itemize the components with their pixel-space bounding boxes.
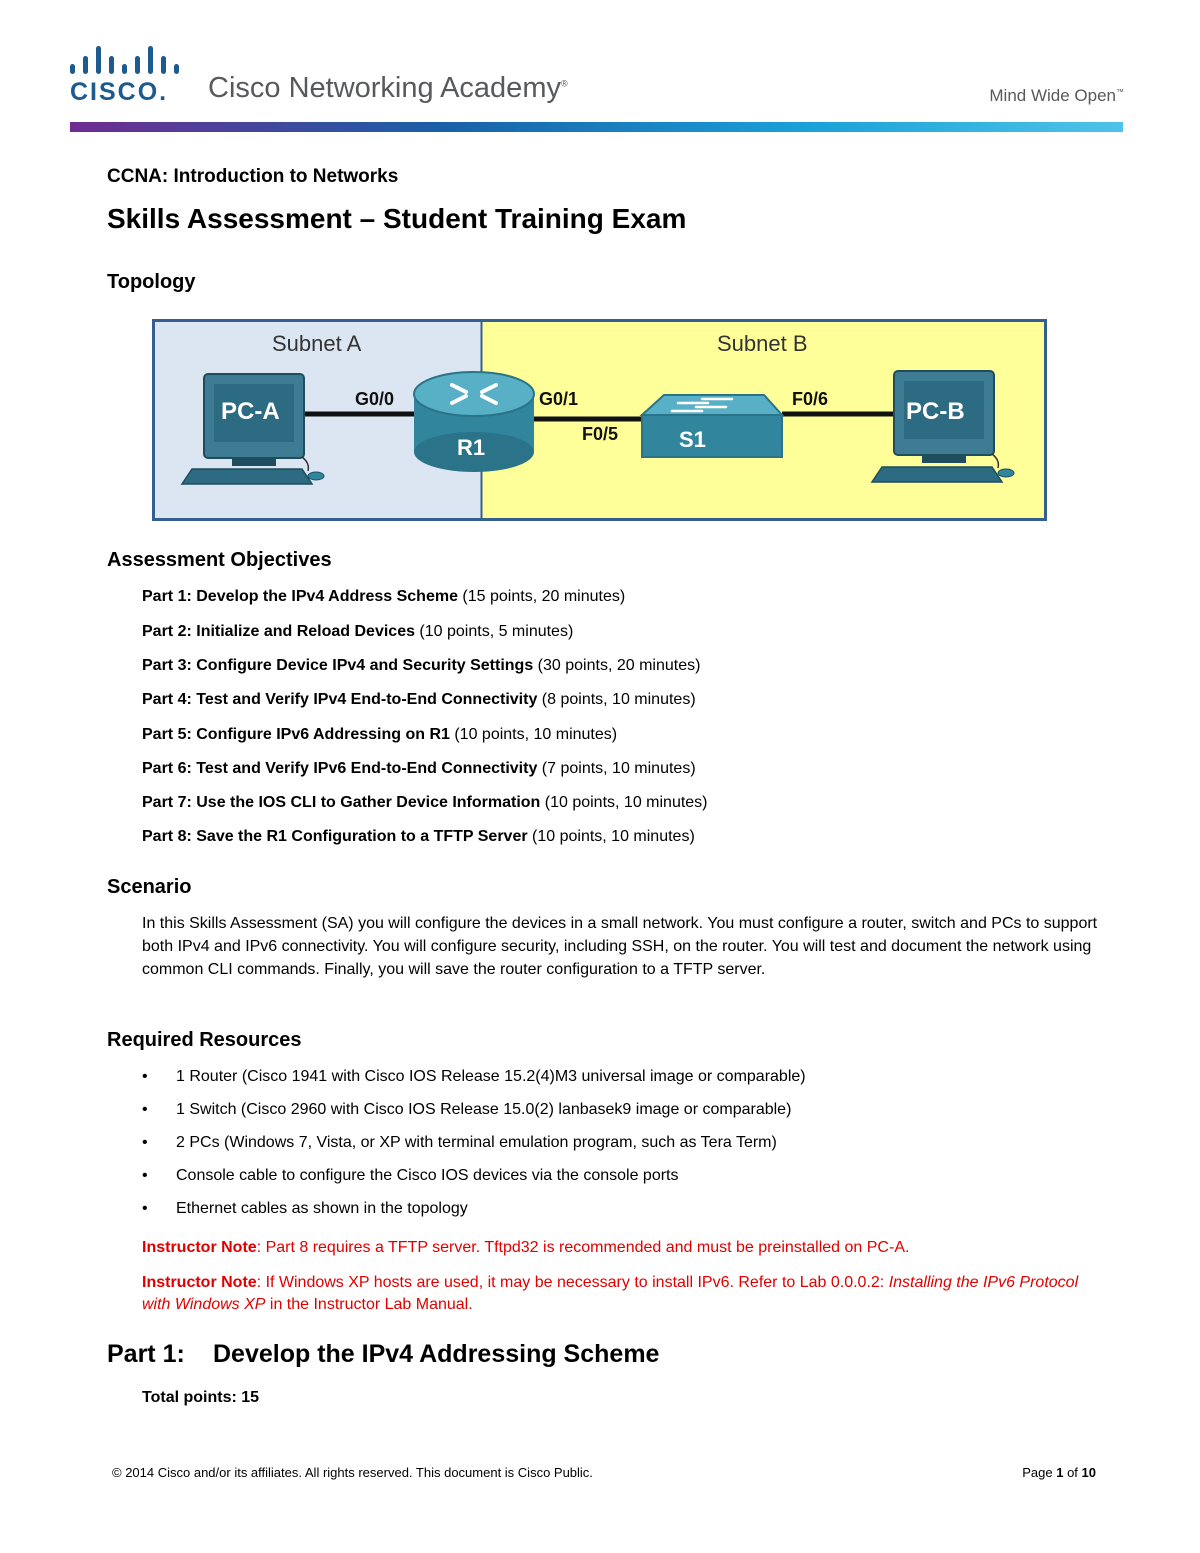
resources-list <box>142 1066 1102 1231</box>
scenario-text: In this Skills Assessment (SA) you will configure the devices in a small network. You must configure a router, switch and PCs to support both IPv4 and IPv6 connectivity. You will configure security, including SSH, on the router. You will test and document the network using common CLI commands. Finally, you will save the router configuration to a TFTP server. <box>142 915 1098 978</box>
objective-item: Part 5: Configure IPv6 Addressing on R1 (10 points, 10 minutes) <box>142 726 618 743</box>
resources-heading: Required Resources <box>107 1029 302 1051</box>
objective-item: Part 8: Save the R1 Configuration to a TFTP Server (10 points, 10 minutes) <box>142 828 695 845</box>
list-item: • 2 PCs (Windows 7, Vista, or XP with terminal emulation program, such as Tera Term) <box>142 1132 1102 1165</box>
objectives-heading: Assessment Objectives <box>107 549 332 571</box>
objective-item: Part 4: Test and Verify IPv4 End-to-End Connectivity (8 points, 10 minutes) <box>142 691 696 708</box>
academy-name: Cisco Networking Academy® <box>208 72 568 104</box>
topology-diagram <box>152 319 1047 521</box>
list-item: • 1 Router (Cisco 1941 with Cisco IOS Release 15.2(4)M3 universal image or comparable) <box>142 1066 1102 1099</box>
objective-item: Part 3: Configure Device IPv4 and Security Settings (30 points, 20 minutes) <box>142 657 701 674</box>
instructor-note-1: Instructor Note: Part 8 requires a TFTP server. Tftpd32 is recommended and must be preinstalled on PC-A. <box>142 1239 910 1256</box>
s1-f06-label: F0/6 <box>792 389 829 409</box>
router-r1-label: R1 <box>457 435 486 460</box>
r1-g00-label: G0/0 <box>355 389 395 409</box>
tagline: Mind Wide Open™ <box>989 86 1124 105</box>
list-item: • Console cable to configure the Cisco IOS devices via the console ports <box>142 1165 1102 1198</box>
objective-item: Part 1: Develop the IPv4 Address Scheme (15 points, 20 minutes) <box>142 588 626 605</box>
switch-s1-icon <box>642 395 782 457</box>
document-title: Skills Assessment – Student Training Exam <box>107 203 687 234</box>
subnet-a-label: Subnet A <box>272 331 362 356</box>
cisco-bars-logo-icon <box>70 44 180 78</box>
course-title: CCNA: Introduction to Networks <box>107 166 399 187</box>
footer-page-number: Page 1 of 10 <box>1022 1465 1096 1480</box>
objective-item: Part 7: Use the IOS CLI to Gather Device Information (10 points, 10 minutes) <box>142 794 708 811</box>
switch-s1-label: S1 <box>679 427 706 452</box>
footer-copyright: © 2014 Cisco and/or its affiliates. All rights reserved. This document is Cisco Public. <box>112 1465 593 1480</box>
r1-g01-label: G0/1 <box>539 389 579 409</box>
header-gradient-rule <box>70 122 1123 132</box>
instructor-note-2: Instructor Note: If Windows XP hosts are used, it may be necessary to install IPv6. Refer to Lab 0.0.0.2: Installing the IPv6 Protocol with Windows XP in the Instructor Lab Manual. <box>142 1274 1079 1313</box>
topology-heading: Topology <box>107 271 196 293</box>
list-item: • 1 Switch (Cisco 2960 with Cisco IOS Release 15.0(2) lanbasek9 image or comparable) <box>142 1099 1102 1132</box>
total-points: Total points: 15 <box>142 1389 260 1406</box>
list-item: • Ethernet cables as shown in the topology <box>142 1198 1102 1231</box>
subnet-b-label: Subnet B <box>717 331 808 356</box>
part1-heading: Part 1: Develop the IPv4 Addressing Scheme <box>107 1340 660 1368</box>
pc-b-label: PC-B <box>906 398 965 425</box>
scenario-heading: Scenario <box>107 876 192 898</box>
cisco-logo-text: CISCO. <box>70 78 169 106</box>
objective-item: Part 2: Initialize and Reload Devices (10 points, 5 minutes) <box>142 623 574 640</box>
pc-a-label: PC-A <box>221 398 280 425</box>
objective-item: Part 6: Test and Verify IPv6 End-to-End Connectivity (7 points, 10 minutes) <box>142 760 696 777</box>
s1-f05-label: F0/5 <box>582 424 619 444</box>
